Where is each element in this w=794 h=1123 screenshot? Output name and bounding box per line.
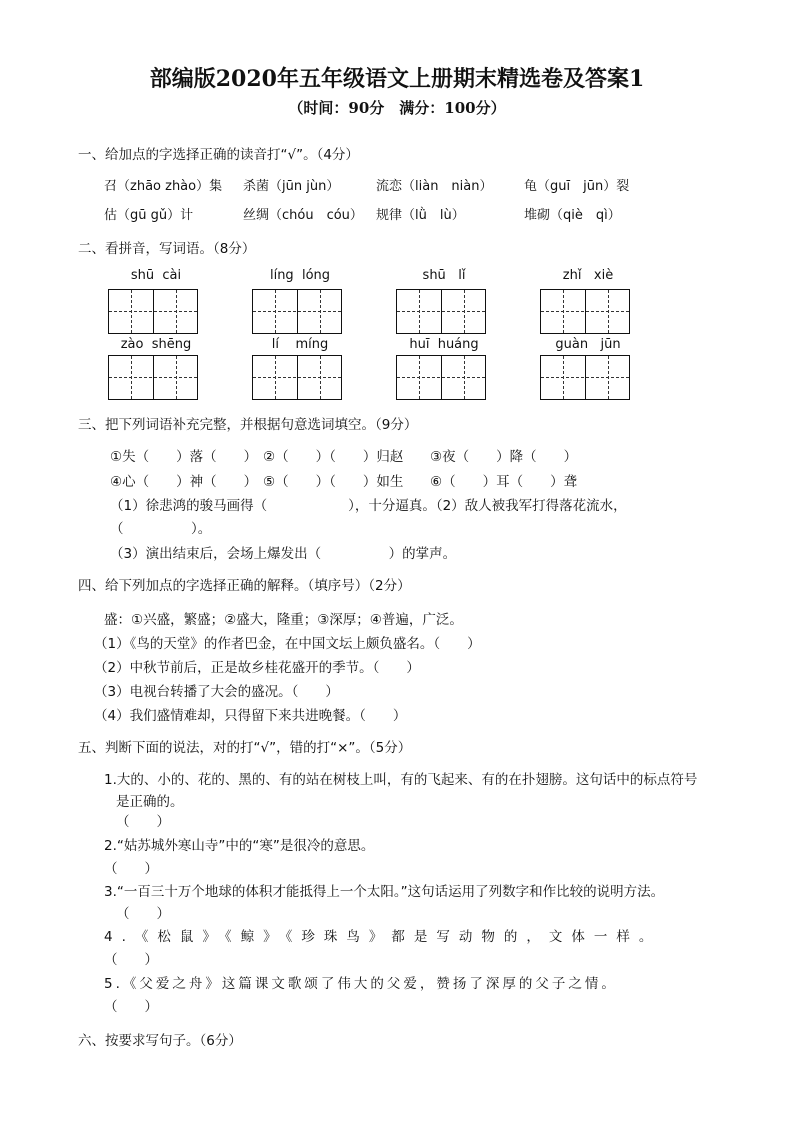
q2-heading: 二、看拼音，写词语。（8分）: [78, 241, 256, 257]
q3-idiom: ④心（ ）神（ ）: [110, 474, 258, 490]
q3-sentence: （3）演出结束后，会场上爆发出（ ）的掌声。: [110, 546, 457, 562]
pinyin-label: huī huáng: [409, 337, 479, 352]
pinyin-label: guàn jūn: [555, 337, 621, 352]
writing-grid[interactable]: [108, 355, 198, 400]
writing-grid[interactable]: [252, 289, 342, 334]
answer-parens[interactable]: （ ）: [104, 952, 158, 968]
q4-item: （4）我们盛情难却，只得留下来共进晚餐。（ ）: [94, 708, 407, 724]
q1-item: 堆砌（qiè qì）: [524, 208, 621, 223]
q5-item: 5.《父爱之舟》这篇课文歌颂了伟大的父爱，赞扬了深厚的父子之情。: [104, 976, 618, 992]
writing-grid[interactable]: [108, 289, 198, 334]
q4-definition: 盛：①兴盛，繁盛；②盛大，隆重；③深厚；④普遍，广泛。: [104, 612, 463, 628]
q3-sentence: （ ）。: [110, 521, 212, 537]
q1-item: 流恋（liàn niàn）: [376, 179, 493, 194]
q6-heading: 六、按要求写句子。（6分）: [78, 1033, 242, 1049]
page-subtitle: （时间：90分 满分：100分）: [288, 99, 506, 117]
q5-item: 1.大的、小的、花的、黑的、有的站在树枝上叫，有的飞起来、有的在扑翅膀。这句话中的标点符号: [104, 772, 698, 788]
q4-item: （2）中秋节前后，正是故乡桂花盛开的季节。（ ）: [94, 660, 420, 676]
q4-heading: 四、给下列加点的字选择正确的解释。（填序号）（2分）: [78, 578, 411, 594]
q5-item: 2.“姑苏城外寒山寺”中的“寒”是很冷的意思。: [104, 838, 375, 854]
pinyin-label: zhǐ xiè: [562, 268, 614, 283]
pinyin-label: zào shēng: [120, 337, 192, 352]
q3-heading: 三、把下列词语补充完整，并根据句意选词填空。（9分）: [78, 417, 418, 433]
q1-item: 龟（guī jūn）裂: [524, 179, 630, 194]
answer-parens[interactable]: （ ）: [116, 906, 170, 922]
q3-idiom: ③夜（ ）降（ ）: [430, 449, 578, 465]
q1-item: 杀菌（jūn jùn）: [243, 179, 340, 194]
page-title: 部编版2020年五年级语文上册期末精选卷及答案1: [149, 66, 645, 92]
q1-item: 召（zhāo zhào）集: [104, 179, 223, 194]
q3-idiom: ①失（ ）落（ ）: [110, 449, 258, 465]
writing-grid[interactable]: [396, 355, 486, 400]
q3-idiom: ⑤（ ）（ ）如生: [263, 474, 404, 490]
pinyin-label: lí míng: [271, 337, 329, 352]
q4-item: （3）电视台转播了大会的盛况。（ ）: [94, 684, 339, 700]
writing-grid[interactable]: [252, 355, 342, 400]
pinyin-label: shū cài: [130, 268, 182, 283]
answer-parens[interactable]: （ ）: [104, 861, 158, 877]
q3-sentence: （1）徐悲鸿的骏马画得（ ），十分逼真。（2）敌人被我军打得落花流水，: [110, 498, 627, 514]
pinyin-label: líng lóng: [269, 268, 331, 283]
q1-item: 丝绸（chóu cóu）: [243, 208, 363, 223]
writing-grid[interactable]: [396, 289, 486, 334]
answer-parens[interactable]: （ ）: [116, 814, 170, 830]
q5-item: 4.《松鼠》《鲸》《珍珠鸟》都是写动物的，文体一样。: [104, 929, 662, 945]
q4-item: （1）《鸟的天堂》的作者巴金，在中国文坛上颇负盛名。（ ）: [94, 636, 481, 652]
q3-idiom: ②（ ）（ ）归赵: [263, 449, 404, 465]
q5-heading: 五、判断下面的说法，对的打“√”，错的打“×”。（5分）: [78, 740, 412, 756]
q1-item: 估（gū gǔ）计: [104, 208, 194, 223]
q1-heading: 一、给加点的字选择正确的读音打“√”。（4分）: [78, 147, 359, 163]
q5-item: 是正确的。: [116, 794, 184, 810]
answer-parens[interactable]: （ ）: [104, 999, 158, 1015]
writing-grid[interactable]: [540, 289, 630, 334]
q5-item: 3.“一百三十万个地球的体积才能抵得上一个太阳。”这句话运用了列数字和作比较的说明方法。: [104, 884, 665, 900]
q3-idiom: ⑥（ ）耳（ ）聋: [430, 474, 578, 490]
writing-grid[interactable]: [540, 355, 630, 400]
pinyin-label: shū lǐ: [422, 268, 466, 283]
q1-item: 规律（lǜ lù）: [376, 208, 465, 223]
